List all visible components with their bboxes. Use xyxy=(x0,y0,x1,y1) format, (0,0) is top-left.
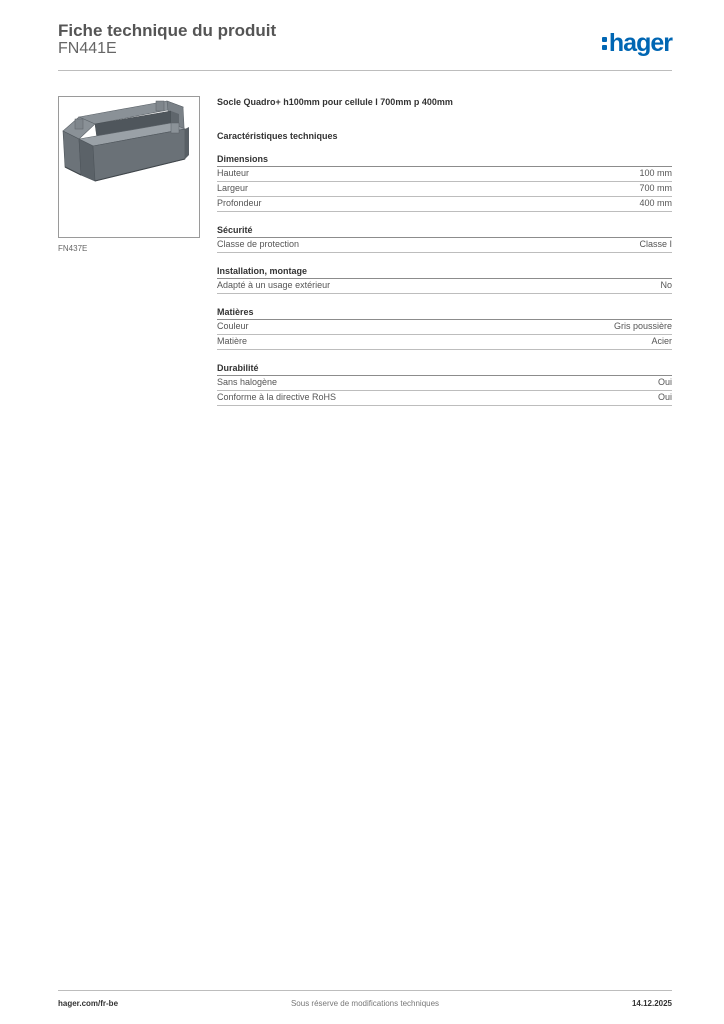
spec-label: Hauteur xyxy=(217,168,250,178)
spec-row xyxy=(217,320,672,335)
spec-label: Classe de protection xyxy=(217,239,300,249)
spec-row xyxy=(217,197,672,212)
tech-specs-heading: Caractéristiques techniques xyxy=(217,131,338,141)
spec-label: Sans halogène xyxy=(217,377,278,387)
spec-label: Conforme à la directive RoHS xyxy=(217,392,337,402)
page-footer xyxy=(58,990,672,1017)
spec-value: Gris poussière xyxy=(613,321,672,331)
spec-row xyxy=(217,391,672,406)
spec-value: 400 mm xyxy=(639,198,672,208)
spec-row xyxy=(217,335,672,350)
image-caption: FN437E xyxy=(58,244,88,253)
page-title: Fiche technique du produit xyxy=(58,21,277,40)
base-frame-illustration xyxy=(59,97,199,237)
spec-row xyxy=(217,167,672,182)
spec-label: Adapté à un usage extérieur xyxy=(217,280,331,290)
footer-website-link[interactable]: hager.com/fr-be xyxy=(58,999,119,1008)
spec-label: Profondeur xyxy=(217,198,262,208)
spec-label: Couleur xyxy=(217,321,249,331)
logo-colon-icon xyxy=(602,34,607,52)
spec-group-title: Sécurité xyxy=(217,224,672,238)
product-reference: FN441E xyxy=(58,40,117,57)
spec-value: Classe I xyxy=(639,239,672,249)
spec-value: Acier xyxy=(651,336,672,346)
spec-group-matieres xyxy=(217,306,672,350)
spec-value: Oui xyxy=(657,392,672,402)
spec-label: Largeur xyxy=(217,183,249,193)
logo-text: hager xyxy=(608,29,672,57)
footer-date: 14.12.2025 xyxy=(631,999,672,1008)
spec-label: Matière xyxy=(217,336,248,346)
spec-group-durabilite xyxy=(217,362,672,406)
spec-value: 700 mm xyxy=(639,183,672,193)
spec-value: 100 mm xyxy=(639,168,672,178)
hager-logo xyxy=(602,28,672,58)
spec-value: No xyxy=(660,280,672,290)
footer-disclaimer: Sous réserve de modifications techniques xyxy=(290,999,440,1008)
spec-group-securite xyxy=(217,224,672,253)
spec-value: Oui xyxy=(657,377,672,387)
spec-group-dimensions xyxy=(217,153,672,212)
spec-group-installation xyxy=(217,265,672,294)
spec-group-title: Durabilité xyxy=(217,362,672,376)
spec-row xyxy=(217,238,672,253)
spec-row xyxy=(217,279,672,294)
spec-row xyxy=(217,182,672,197)
spec-group-title: Matières xyxy=(217,306,672,320)
product-image xyxy=(58,96,200,238)
page-header xyxy=(58,20,672,71)
product-name: Socle Quadro+ h100mm pour cellule l 700mm p 400mm xyxy=(217,97,453,107)
spec-group-title: Dimensions xyxy=(217,153,672,167)
spec-row xyxy=(217,376,672,391)
spec-group-title: Installation, montage xyxy=(217,265,672,279)
product-specs xyxy=(217,96,672,406)
